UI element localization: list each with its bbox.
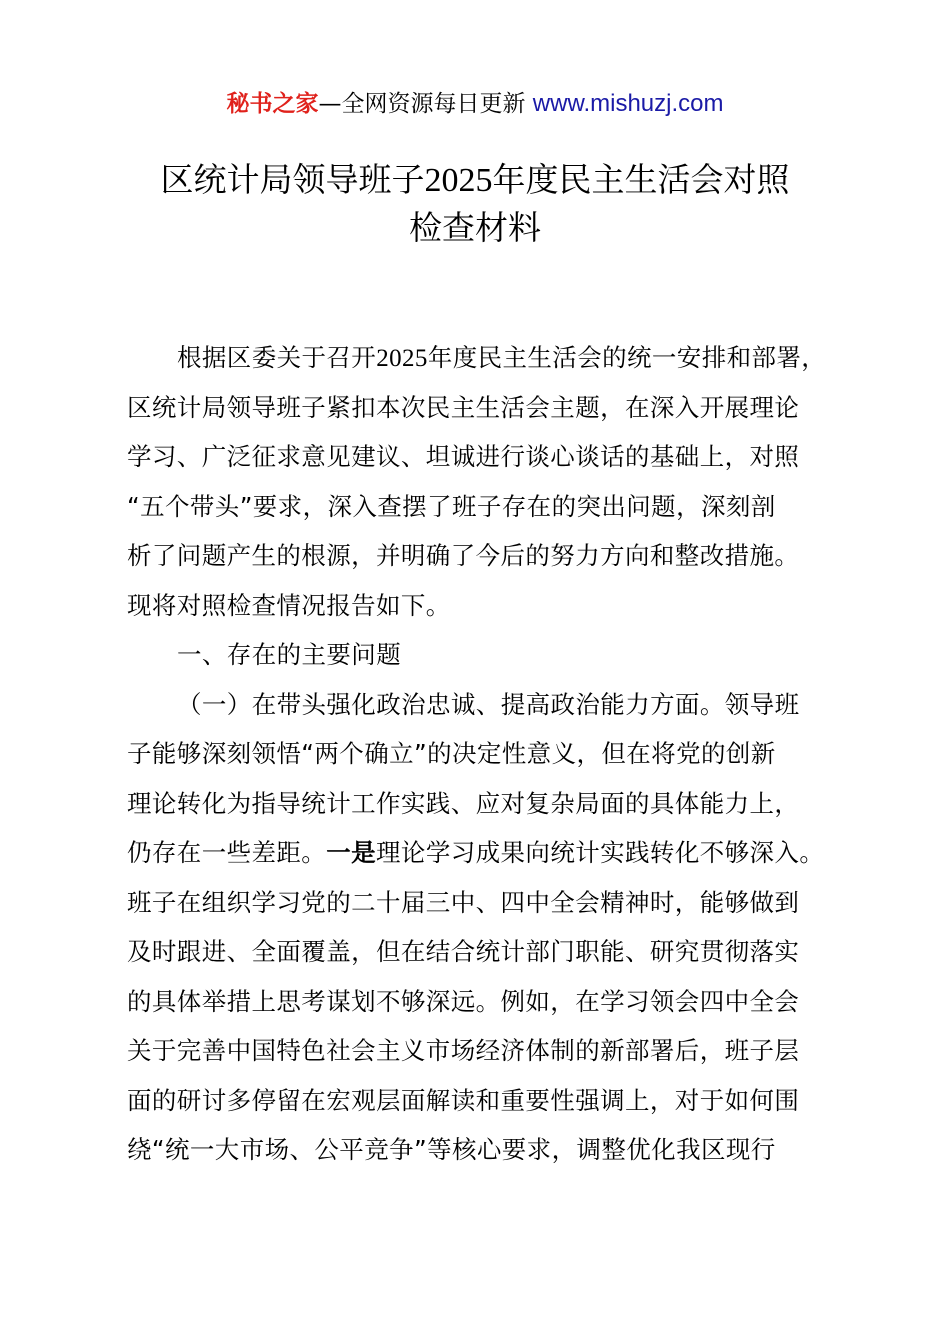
body-line: “五个带头”要求，深入查摆了班子存在的突出问题，深刻剖 — [127, 491, 776, 521]
body-line: 面的研讨多停留在宏观层面解读和重要性强调上，对于如何围 — [127, 1085, 800, 1115]
brand-name: 秘书之家 — [226, 91, 319, 117]
title-text-b: 年度民主生活会对照 — [492, 160, 790, 199]
body-line: 及时跟进、全面覆盖，但在结合统计部门职能、研究贯彻落实 — [127, 937, 800, 966]
body-line — [127, 828, 833, 878]
body-line: 理论转化为指导统计工作实践、应对复杂局面的具体能力上， — [127, 788, 800, 818]
body-text: 仍存在一些差距。 — [127, 838, 327, 867]
body-line: 子能够深刻领悟“两个确立”的决定性意义，但在将党的创新 — [127, 739, 776, 768]
section-heading: 一、存在的主要问题 — [177, 640, 402, 669]
body-line: 现将对照检查情况报告如下。 — [127, 590, 451, 620]
bold-marker: 一是 — [326, 838, 377, 867]
body-line: 的具体举措上思考谋划不够深远。例如，在学习领会四中全会 — [127, 986, 800, 1016]
document-body — [127, 333, 833, 1175]
site-header — [0, 88, 950, 120]
title-line-1 — [100, 156, 850, 204]
body-text: 年度民主生活会的统一安排和部署， — [427, 343, 827, 372]
body-line: 绕“统一大市场、公平竞争”等核心要求，调整优化我区现行 — [127, 1135, 776, 1164]
title-year: 2025 — [424, 162, 493, 199]
body-line — [127, 333, 833, 383]
site-url-link[interactable]: www.mishuzj.com — [532, 90, 724, 117]
body-line: （一）在带头强化政治忠诚、提高政治能力方面。领导班 — [177, 689, 800, 719]
body-line: 班子在组织学习党的二十届三中、四中全会精神时，能够做到 — [127, 887, 800, 917]
body-year: 2025 — [376, 345, 428, 372]
body-text: 理论学习成果向统计实践转化不够深入。 — [376, 838, 825, 867]
body-line: 区统计局领导班子紧扣本次民主生活会主题，在深入开展理论 — [127, 392, 800, 422]
body-line: 关于完善中国特色社会主义市场经济体制的新部署后，班子层 — [127, 1036, 800, 1065]
header-tagline: —全网资源每日更新 — [318, 91, 533, 117]
body-line: 析了问题产生的根源，并明确了今后的努力方向和整改措施。 — [127, 541, 800, 570]
body-line: 学习、广泛征求意见建议、坦诚进行谈心谈话的基础上，对照 — [127, 442, 800, 471]
document-title — [100, 156, 850, 251]
title-text-a: 区统计局领导班子 — [160, 160, 425, 199]
title-line-2: 检查材料 — [409, 208, 541, 247]
body-text: 根据区委关于召开 — [177, 343, 377, 372]
